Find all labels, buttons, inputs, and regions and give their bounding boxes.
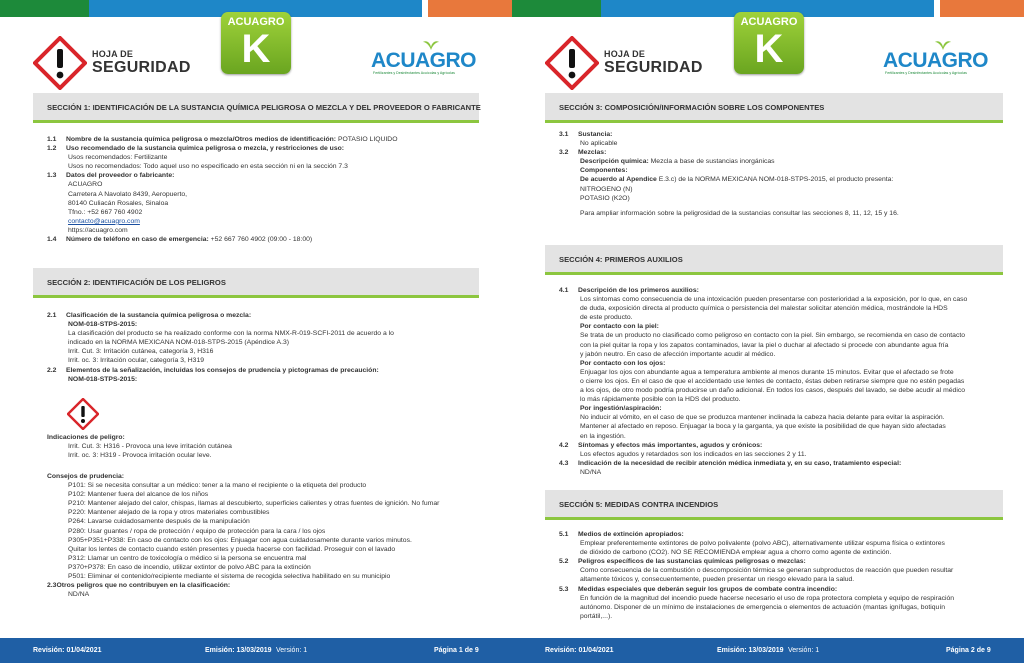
website-text: https://acuagro.com [68, 226, 128, 234]
section-1-header: SECCIÓN 1: IDENTIFICACIÓN DE LA SUSTANCIA QUÍMICA PELIGROSA O MEZCLA Y DEL PROVEEDOR O FABRICANTE [33, 93, 479, 123]
product-badge-letter: K [754, 27, 784, 71]
section-2-header: SECCIÓN 2: IDENTIFICACIÓN DE LOS PELIGROS [33, 268, 479, 298]
doc-title-small: HOJA DE [92, 49, 134, 59]
list-item: P305+P351+P338: En caso de contacto con los ojos: Enjuagar con agua cuidadosamente durante varios minutos. [68, 536, 412, 544]
page-2 [512, 0, 1024, 663]
list-item: P264: Lavarse cuidadosamente después de la manipulación [68, 518, 250, 526]
product-badge-letter: K [241, 27, 271, 71]
doc-title: SEGURIDAD [92, 59, 191, 76]
list-item: Quitar los lentes de contacto cuando estén presentes y pueda hacerse con facilidad. Proseguir con el lavado [68, 545, 396, 553]
product-badge [221, 12, 291, 74]
logo-text: ACUAGRO [371, 49, 476, 72]
list-item: P210: Mantener alejado del calor, chispas, llamas al descubierto, superficies calientes y otras fuentes de ignición. No fumar [68, 500, 440, 508]
logo-tagline: Fertilizantes y Desinfectantes Acuícolas y Agrícolas [885, 71, 967, 75]
product-badge-name: ACUAGRO [740, 16, 798, 28]
section-4-body: 4.1 Descripción de los primeros auxilios: Los síntomas como consecuencia de una intoxicación pueden presentarse con posterioridad a la exposición, por lo que, en caso de duda, exposición directa al producto química o persistencia del malestar solicitar atención médica, mostrándole la HDS de este producto. Por contacto con la piel: Se trata de un producto no clasificado como peligroso en contacto con la piel. Sin embargo, se recomienda en caso de contacto con la piel quitar la ropa y los zapatos contaminados, lavar la piel o duchar al afectado si procede con abundante agua fría y jabón neutro. En caso de afección importante acudir al médico. Por contacto con los ojos: Enjuagar los ojos con abundante agua a temperatura ambiente al menos durante 15 minutos. Evitar que el afectado se frote o cierre los ojos. En el caso de que el accidentado use lentes de contacto, éstas deben retirarse siempre que no estén pegadas a los ojos, de otro modo podría producirse un daño adicional. En todos los casos, después del lavado, se debe acudir al médico lo más rápidamente posible con la HDS del producto. Por ingestión/aspiración: No inducir al vómito, en el caso de que se produzca mantener inclinada la cabeza hacia delante para evitar la aspiración. Mantener al afectado en reposo. Enjuagar la boca y la garganta, ya que existe la posibilidad de que hayan sido afectadas en la ingestión. 4.2 Síntomas y efectos más importantes, agudos y crónicos: Los efectos agudos y retardados son los indicados en las secciones 2 y 11. 4.3 Indicación de la necesidad de recibir atención médica inmediata y, en su caso, tratamiento especial: ND/NA [559, 287, 968, 476]
exclamation-diamond-icon [33, 36, 87, 90]
section-3-header: SECCIÓN 3: COMPOSICIÓN/INFORMACIÓN SOBRE LOS COMPONENTES [545, 93, 1003, 123]
acuagro-logo [883, 44, 991, 80]
doc-title: SEGURIDAD [604, 59, 703, 76]
section-5-body: 5.1 Medios de extinción apropiados: Emplear preferentemente extintores de polvo polivalente (polvo ABC), alternativamente utilizar espuma física o extintores de dióxido de carbono (CO2). NO SE RECOMIENDA emplear agua a chorro como agente de extinción. 5.2 Peligros específicos de las sustancias químicas peligrosas o mezclas: Como consecuencia de la combustión o descomposición térmica se generan subproductos de reacción que pueden resultar altamente tóxicos y, consecuentemente, pueden presentar un riesgo elevado para la salud. 5.3 Medidas especiales que deberán seguir los grupos de combate contra incendio: En función de la magnitud del incendio puede hacerse necesario el uso de ropa protectora completa y equipo de respiración autónomo. Disponer de un mínimo de instalaciones de emergencia o elementos de actuación (mantas ignífugas, botiquín portátil,...). [559, 531, 955, 620]
page-number: Página 2 de 9 [946, 647, 991, 654]
section-2-body: 2.1 Clasificación de la sustancia química peligrosa o mezcla: NOM-018-STPS-2015: La clasificación del producto se ha realizado conforme con la norma NMX-R-019-SCFI-2011 de acuerdo a lo indicado en la NORMA MEXICANA NOM-018-STPS-2015 (Apéndice A.3) Irrit. Cut. 3: Irritación cutánea, categoría 3, H316 Irrit. oc. 3: Irritación ocular, categoría 3, H319 2.2 Elementos de la señalización, incluidas los consejos de prudencia y pictogramas de precaución: NOM-018-STPS-2015: [47, 312, 394, 383]
page-2-footer: Revisión: 01/04/2021 Emisión: 13/03/2019 Versión: 1 Página 2 de 9 [512, 638, 1024, 663]
hazard-statements: Indicaciones de peligro: Irrit. Cut. 3: H316 - Provoca una leve irritación cutánea Irrit. oc. 3: H319 - Provoca irritación ocular leve. [47, 434, 232, 460]
list-item: P312: Llamar un centro de toxicología o médico si la persona se encuentra mal [68, 554, 307, 562]
logo-tagline: Fertilizantes y Desinfectantes Acuícolas y Agrícolas [373, 71, 455, 75]
list-item: P102: Mantener fuera del alcance de los niños [68, 491, 209, 499]
email-link[interactable]: contacto@acuagro.com [68, 217, 140, 225]
logo-text: ACUAGRO [883, 49, 988, 72]
section-5-header: SECCIÓN 5: MEDIDAS CONTRA INCENDIOS [545, 490, 1003, 520]
section-3-body: 3.1 Sustancia: No aplicable 3.2 Mezclas: Descripción química: Mezcla a base de sustancias inorgánicas Componentes: De acuerdo al Apendice E.3.c) de la NORMA MEXICANA NOM-018-STPS-2015, el producto presenta: NITROGENO (N) POTASIO (K2O) Para ampliar información sobre la peligrosidad de la sustancias consultar las secciones 8, 11, 12, 15 y 16. [559, 131, 899, 217]
section-4-header: SECCIÓN 4: PRIMEROS AUXILIOS [545, 245, 1003, 275]
ghs-exclamation-pictogram-icon [67, 398, 99, 430]
list-item: P220: Mantener alejado de la ropa y otros materiales combustibles [68, 509, 270, 517]
product-badge [734, 12, 804, 74]
page-number: Página 1 de 9 [434, 647, 479, 654]
list-item: P280: Usar guantes / ropa de protección / equipo de protección para la cara / los ojos [68, 527, 326, 535]
exclamation-diamond-icon [545, 36, 599, 90]
section-1-body: 1.1 Nombre de la sustancia química peligrosa o mezcla/Otros medios de identificación: POTASIO LIQUIDO 1.2 Uso recomendado de la sustancia química peligrosa o mezcla, y restricciones de uso: Usos recomendados: Fertilizante Usos no recomendados: Todo aquel uso no especificado en esta sección ni en la sección 7.3 1.3 Datos del proveedor o fabricante: ACUAGRO Carretera A Navolato 8439, Aeropuerto, 80140 Culiacán Rosales, Sinaloa Tfno.: +52 667 760 4902 contacto@acuagro.com https://acuagro.com 1.4 Número de teléfono en caso de emergencia: +52 667 760 4902 (09:00 - 18:00) [47, 135, 477, 244]
acuagro-logo [371, 44, 479, 80]
product-badge-name: ACUAGRO [227, 16, 285, 28]
list-item: P101: Si se necesita consultar a un médico: tener a la mano el recipiente o la etiqueta del producto [68, 482, 367, 490]
doc-title-small: HOJA DE [604, 49, 646, 59]
page-1-footer: Revisión: 01/04/2021 Emisión: 13/03/2019 Versión: 1 Página 1 de 9 [0, 638, 512, 663]
list-item: P370+P378: En caso de incendio, utilizar extintor de polvo ABC para la extinción [68, 563, 311, 571]
precautionary-statements: Consejos de prudencia: P101: Si se necesita consultar a un médico: tener a la mano el recipiente o la etiqueta del producto P102: Mantener fuera del alcance de los niños P210: Mantener alejado del calor, chispas, llamas al descubierto, superficies calientes y otras fuentes de ignición. No fumar P220: Mantener alejado de la ropa y otros materiales combustibles P264: Lavarse cuidadosamente después de la manipulación P280: Usar guantes / ropa de protección / equipo de protección para la cara / los ojos P305+P351+P338: En caso de contacto con los ojos: Enjuagar con agua cuidadosamente durante varios minutos. Quitar los lentes de contacto cuando estén presentes y pueda hacerse con facilidad. Proseguir con el lavado P312: Llamar un centro de toxicología o médico si la persona se encuentra mal P370+P378: En caso de incendio, utilizar extintor de polvo ABC para la extinción P501: Eliminar el contenido/recipiente mediante el sistema de recogida selectiva habilitado en su municipio 2.3Otros peligros que no contribuyen en la clasificación: ND/NA [47, 472, 477, 599]
list-item: P501: Eliminar el contenido/recipiente mediante el sistema de recogida selectiva habilitado en su municipio [68, 573, 391, 581]
